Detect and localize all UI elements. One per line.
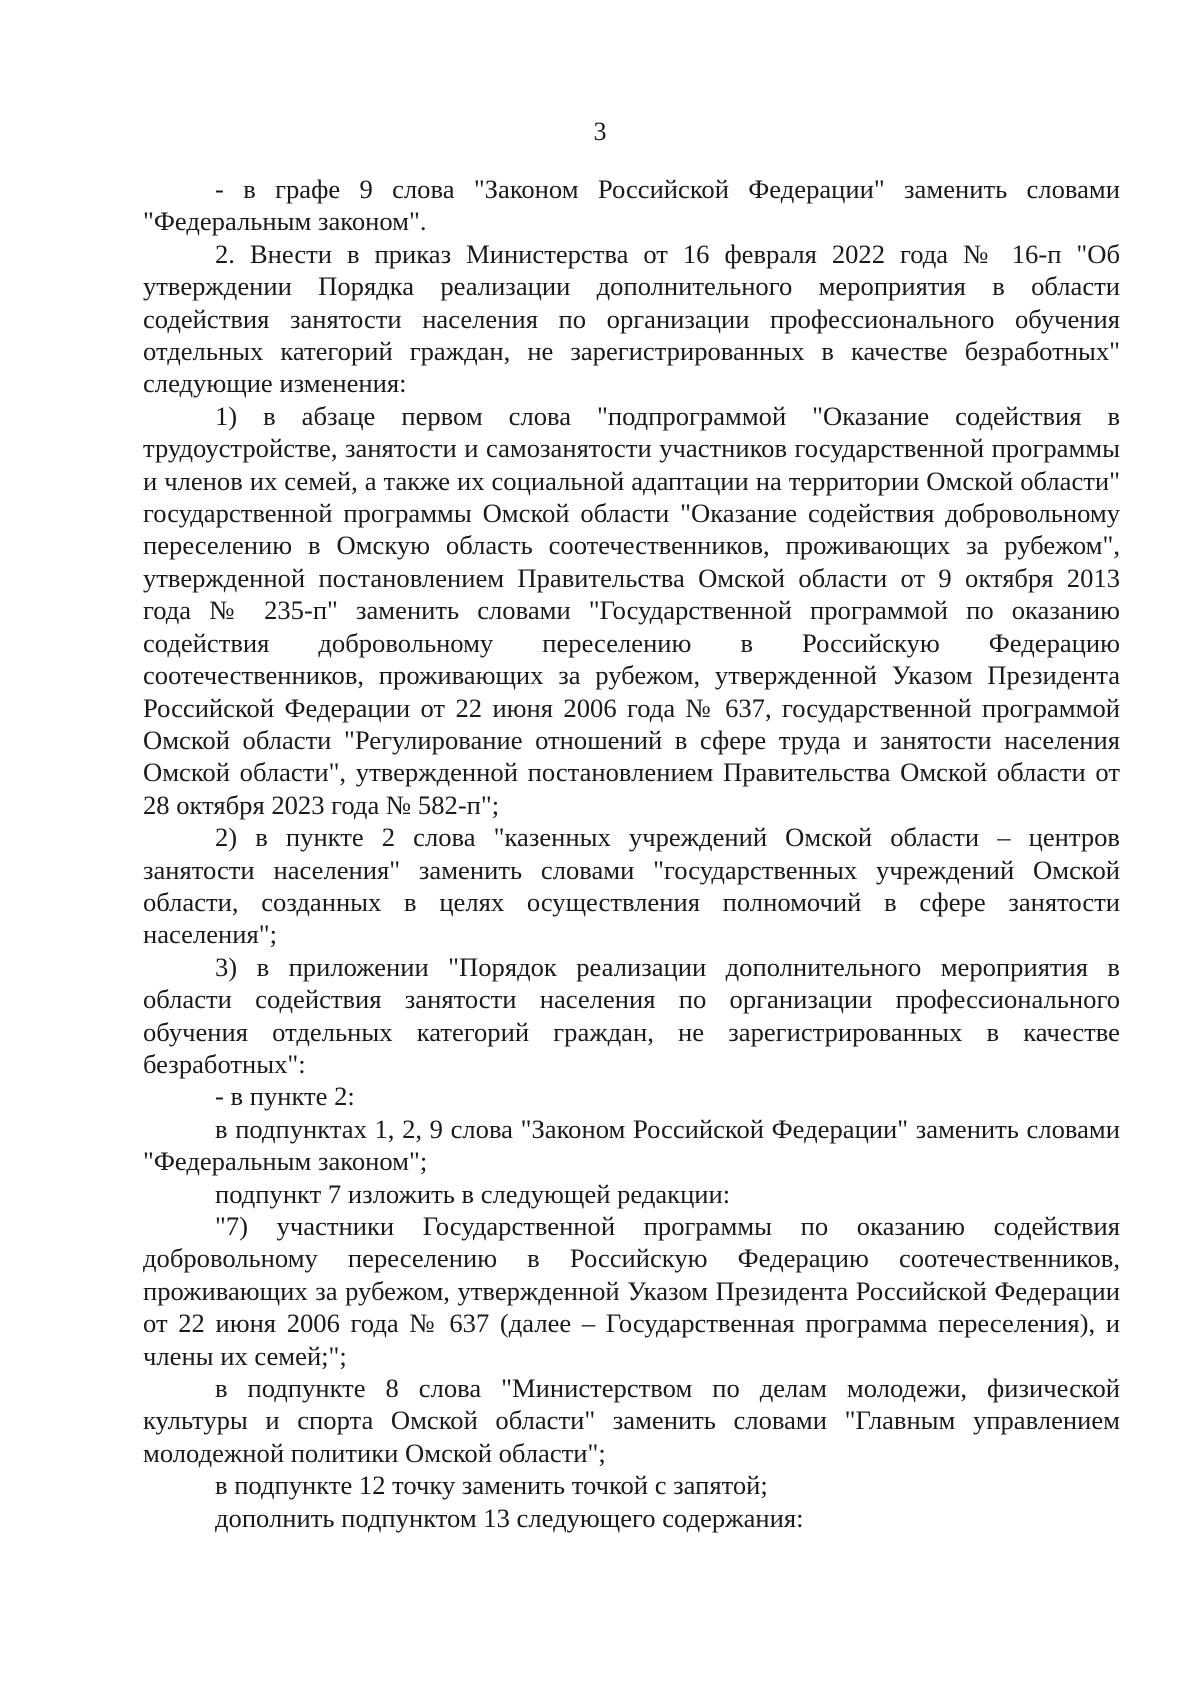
paragraph-item-2-order-amendment: 2. Внести в приказ Министерства от 16 февраля 2022 года № 16-п "Об утверждении Порядка реализации дополнительного мероприятия в области содействия занятости населения по организации профессионального обучения отдельных категорий граждан, не зарегистрированных в качестве безработных" следующие изменения: [143,238,1120,399]
document-body [143,173,1120,1534]
paragraph-subpoints-1-2-9: в подпунктах 1, 2, 9 слова "Законом Российской Федерации" заменить словами "Федеральным законом"; [143,1113,1120,1177]
paragraph-subpoint-8: в подпункте 8 слова "Министерством по делам молодежи, физической культуры и спорта Омской области" заменить словами "Главным управлением молодежной политики Омской области"; [143,1373,1120,1468]
paragraph-subpoint-12: в подпункте 12 точку заменить точкой с запятой; [215,1470,768,1501]
paragraph-subpoint-13-intro: дополнить подпунктом 13 следующего содержания: [215,1502,804,1533]
paragraph-point-2: - в пункте 2: [215,1081,355,1112]
paragraph-subitem-2: 2) в пункте 2 слова "казенных учреждений Омской области – центров занятости населения" заменить словами "государственных учреждений Омской области, созданных в целях осуществления полномочий в сфере занятости населения"; [143,822,1120,950]
paragraph-subpoint-7-intro: подпункт 7 изложить в следующей редакции: [215,1178,731,1209]
paragraph-subitem-1: 1) в абзаце первом слова "подпрограммой "Оказание содействия в трудоустройстве, занятости и самозанятости участников государственной программы и членов их семей, а также их социальной адаптации на территории Омской области" государственной программы Омской области "Оказание содействия добровольному переселению в Омскую область соотечественников, проживающих за рубежом", утвержденной постановлением Правительства Омской области от 9 октября 2013 года № 235-п" заменить словами "Государственной программой по оказанию содействия добровольному переселению в Российскую Федерацию соотечественников, проживающих за рубежом, утвержденной Указом Президента Российской Федерации от 22 июня 2006 года № 637, государственной программой Омской области "Регулирование отношений в сфере труда и занятости населения Омской области", утвержденной постановлением Правительства Омской области от 28 октября 2023 года № 582-п"; [143,400,1120,820]
page-number: 3 [593,117,607,146]
paragraph-subitem-3: 3) в приложении "Порядок реализации дополнительного мероприятия в области содействия занятости населения по организации профессионального обучения отдельных категорий граждан, не зарегистрированных в качестве безработных": [143,951,1120,1079]
paragraph-subpoint-7-text: "7) участники Государственной программы по оказанию содействия добровольному переселению в Российскую Федерацию соотечественников, проживающих за рубежом, утвержденной Указом Президента Российской Федерации от 22 июня 2006 года № 637 (далее – Государственная программа переселения), и члены их семей;"; [143,1211,1120,1371]
paragraph-graph-9-replacement: - в графе 9 слова "Законом Российской Федерации" заменить словами "Федеральным законом". [143,174,1120,237]
